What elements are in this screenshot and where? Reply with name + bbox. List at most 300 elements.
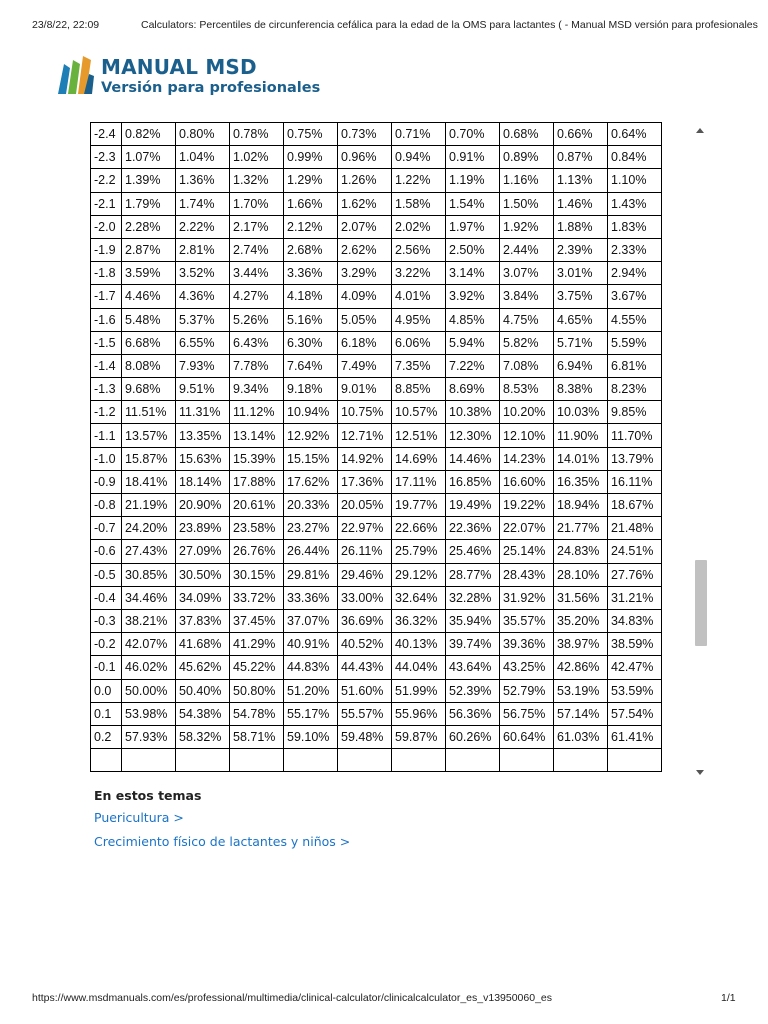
table-row [91, 633, 662, 656]
percentile-cell: 1.32% [230, 169, 284, 192]
percentile-cell [446, 749, 500, 772]
percentile-cell: 1.79% [122, 192, 176, 215]
percentile-cell: 17.88% [230, 470, 284, 493]
percentile-cell: 15.63% [176, 447, 230, 470]
percentile-cell: 23.58% [230, 517, 284, 540]
percentile-cell: 42.07% [122, 633, 176, 656]
percentile-cell: 2.02% [392, 215, 446, 238]
z-score-cell: -2.3 [91, 146, 122, 169]
percentile-cell: 25.14% [500, 540, 554, 563]
percentile-cell: 40.52% [338, 633, 392, 656]
percentile-cell: 24.83% [554, 540, 608, 563]
percentile-cell: 4.95% [392, 308, 446, 331]
percentile-cell: 58.71% [230, 725, 284, 748]
percentile-cell: 1.66% [284, 192, 338, 215]
table-row [91, 331, 662, 354]
z-score-cell: -1.1 [91, 424, 122, 447]
percentile-cell: 6.55% [176, 331, 230, 354]
percentile-cell: 4.55% [608, 308, 662, 331]
msd-logo-icon [56, 54, 96, 96]
percentile-cell: 14.92% [338, 447, 392, 470]
percentile-cell: 20.61% [230, 494, 284, 517]
percentile-cell: 33.72% [230, 586, 284, 609]
scrollbar-thumb[interactable] [695, 560, 707, 646]
percentile-cell: 15.39% [230, 447, 284, 470]
percentile-cell: 3.59% [122, 262, 176, 285]
table-row [91, 540, 662, 563]
table-row [91, 285, 662, 308]
z-score-cell: -1.3 [91, 378, 122, 401]
percentile-cell: 16.60% [500, 470, 554, 493]
z-score-cell: -1.5 [91, 331, 122, 354]
z-score-cell: -0.2 [91, 633, 122, 656]
z-score-cell: 0.0 [91, 679, 122, 702]
percentile-cell: 7.35% [392, 354, 446, 377]
percentile-cell: 16.35% [554, 470, 608, 493]
z-score-cell: -1.6 [91, 308, 122, 331]
percentile-cell: 10.57% [392, 401, 446, 424]
percentile-cell: 0.99% [284, 146, 338, 169]
z-score-cell: -2.0 [91, 215, 122, 238]
percentile-cell: 60.26% [446, 725, 500, 748]
percentile-cell: 61.03% [554, 725, 608, 748]
percentile-cell: 21.48% [608, 517, 662, 540]
percentile-cell: 14.69% [392, 447, 446, 470]
percentile-cell: 2.17% [230, 215, 284, 238]
percentile-cell: 20.05% [338, 494, 392, 517]
z-score-cell: -1.0 [91, 447, 122, 470]
percentile-cell: 54.78% [230, 702, 284, 725]
table-row [91, 262, 662, 285]
percentile-cell: 11.51% [122, 401, 176, 424]
percentile-cell: 4.09% [338, 285, 392, 308]
percentile-cell: 4.46% [122, 285, 176, 308]
percentile-cell: 0.64% [608, 123, 662, 146]
percentile-cell: 7.49% [338, 354, 392, 377]
percentile-cell: 2.44% [500, 238, 554, 261]
percentile-cell: 31.21% [608, 586, 662, 609]
percentile-cell: 26.76% [230, 540, 284, 563]
topic-link-crecimiento[interactable]: Crecimiento físico de lactantes y niños > [94, 834, 351, 849]
percentile-cell: 24.20% [122, 517, 176, 540]
percentile-cell: 1.22% [392, 169, 446, 192]
percentile-cell [122, 749, 176, 772]
z-score-cell: 0.1 [91, 702, 122, 725]
percentile-cell: 1.50% [500, 192, 554, 215]
percentile-table-body [91, 123, 662, 772]
percentile-cell: 45.22% [230, 656, 284, 679]
percentile-cell: 0.82% [122, 123, 176, 146]
percentile-cell: 14.23% [500, 447, 554, 470]
percentile-table [90, 122, 662, 772]
percentile-cell: 1.83% [608, 215, 662, 238]
percentile-cell: 8.08% [122, 354, 176, 377]
percentile-cell: 39.36% [500, 633, 554, 656]
print-date: 23/8/22, 22:09 [32, 19, 100, 31]
percentile-cell: 44.04% [392, 656, 446, 679]
percentile-cell: 18.94% [554, 494, 608, 517]
table-row [91, 470, 662, 493]
percentile-cell: 8.85% [392, 378, 446, 401]
table-row [91, 679, 662, 702]
percentile-cell [392, 749, 446, 772]
percentile-cell: 43.25% [500, 656, 554, 679]
percentile-cell: 12.71% [338, 424, 392, 447]
percentile-cell: 13.57% [122, 424, 176, 447]
percentile-cell: 34.09% [176, 586, 230, 609]
percentile-cell: 22.66% [392, 517, 446, 540]
percentile-cell: 1.19% [446, 169, 500, 192]
percentile-cell: 1.54% [446, 192, 500, 215]
percentile-cell: 3.07% [500, 262, 554, 285]
percentile-cell: 32.28% [446, 586, 500, 609]
percentile-cell: 24.51% [608, 540, 662, 563]
percentile-cell: 17.62% [284, 470, 338, 493]
percentile-cell: 52.39% [446, 679, 500, 702]
percentile-cell: 54.38% [176, 702, 230, 725]
percentile-cell: 3.92% [446, 285, 500, 308]
percentile-cell: 16.11% [608, 470, 662, 493]
percentile-cell: 12.51% [392, 424, 446, 447]
percentile-cell: 1.04% [176, 146, 230, 169]
percentile-cell: 42.86% [554, 656, 608, 679]
topic-link-puericultura[interactable]: Puericultura > [94, 810, 184, 825]
z-score-cell: -1.7 [91, 285, 122, 308]
percentile-cell: 0.87% [554, 146, 608, 169]
percentile-cell: 2.74% [230, 238, 284, 261]
table-row [91, 192, 662, 215]
percentile-cell: 19.22% [500, 494, 554, 517]
table-row [91, 586, 662, 609]
percentile-cell [608, 749, 662, 772]
percentile-cell: 18.67% [608, 494, 662, 517]
table-row [91, 749, 662, 772]
percentile-cell: 2.81% [176, 238, 230, 261]
percentile-cell: 11.12% [230, 401, 284, 424]
percentile-cell: 34.83% [608, 609, 662, 632]
percentile-cell: 25.79% [392, 540, 446, 563]
percentile-cell: 0.91% [446, 146, 500, 169]
percentile-cell: 21.77% [554, 517, 608, 540]
percentile-cell: 5.59% [608, 331, 662, 354]
percentile-cell: 1.07% [122, 146, 176, 169]
percentile-cell: 0.84% [608, 146, 662, 169]
percentile-cell: 5.82% [500, 331, 554, 354]
percentile-cell: 17.36% [338, 470, 392, 493]
brand-name: MANUAL MSD [101, 55, 257, 79]
percentile-cell: 10.03% [554, 401, 608, 424]
percentile-cell: 9.85% [608, 401, 662, 424]
percentile-cell: 59.48% [338, 725, 392, 748]
percentile-cell: 28.43% [500, 563, 554, 586]
percentile-cell: 0.66% [554, 123, 608, 146]
percentile-cell: 31.56% [554, 586, 608, 609]
percentile-cell: 30.85% [122, 563, 176, 586]
percentile-cell: 2.12% [284, 215, 338, 238]
percentile-cell: 43.64% [446, 656, 500, 679]
percentile-cell: 5.48% [122, 308, 176, 331]
percentile-cell: 0.78% [230, 123, 284, 146]
z-score-cell: -0.5 [91, 563, 122, 586]
percentile-cell: 0.75% [284, 123, 338, 146]
percentile-cell: 13.35% [176, 424, 230, 447]
percentile-cell: 3.67% [608, 285, 662, 308]
percentile-cell: 57.14% [554, 702, 608, 725]
z-score-cell: -1.2 [91, 401, 122, 424]
percentile-cell: 30.50% [176, 563, 230, 586]
percentile-cell: 7.64% [284, 354, 338, 377]
percentile-cell: 37.07% [284, 609, 338, 632]
percentile-cell: 5.26% [230, 308, 284, 331]
percentile-cell: 50.40% [176, 679, 230, 702]
percentile-cell: 50.00% [122, 679, 176, 702]
percentile-cell: 29.46% [338, 563, 392, 586]
percentile-cell: 56.36% [446, 702, 500, 725]
percentile-cell [230, 749, 284, 772]
percentile-cell: 44.83% [284, 656, 338, 679]
percentile-cell: 10.38% [446, 401, 500, 424]
percentile-cell: 45.62% [176, 656, 230, 679]
percentile-cell: 29.12% [392, 563, 446, 586]
percentile-cell: 7.78% [230, 354, 284, 377]
percentile-cell: 1.02% [230, 146, 284, 169]
percentile-cell: 5.37% [176, 308, 230, 331]
percentile-cell: 1.39% [122, 169, 176, 192]
percentile-cell: 1.74% [176, 192, 230, 215]
percentile-cell: 5.94% [446, 331, 500, 354]
percentile-cell: 37.45% [230, 609, 284, 632]
percentile-cell: 28.10% [554, 563, 608, 586]
percentile-cell: 4.18% [284, 285, 338, 308]
z-score-cell: -0.9 [91, 470, 122, 493]
percentile-cell: 0.80% [176, 123, 230, 146]
percentile-cell: 35.94% [446, 609, 500, 632]
percentile-cell: 59.87% [392, 725, 446, 748]
percentile-cell: 2.28% [122, 215, 176, 238]
percentile-cell: 33.00% [338, 586, 392, 609]
percentile-cell: 2.22% [176, 215, 230, 238]
percentile-cell: 41.68% [176, 633, 230, 656]
z-score-cell: -0.3 [91, 609, 122, 632]
table-row [91, 494, 662, 517]
percentile-cell: 1.58% [392, 192, 446, 215]
percentile-cell: 38.59% [608, 633, 662, 656]
percentile-cell: 1.88% [554, 215, 608, 238]
z-score-cell: -0.1 [91, 656, 122, 679]
brand-subtitle: Versión para profesionales [101, 80, 321, 96]
percentile-cell: 38.21% [122, 609, 176, 632]
percentile-cell: 35.20% [554, 609, 608, 632]
percentile-cell: 6.30% [284, 331, 338, 354]
print-url: https://www.msdmanuals.com/es/professional/multimedia/clinical-calculator/clinicalcalculator_es_v13950060_es [32, 992, 552, 1004]
percentile-cell: 2.87% [122, 238, 176, 261]
table-row [91, 146, 662, 169]
z-score-cell: -2.4 [91, 123, 122, 146]
percentile-cell: 36.32% [392, 609, 446, 632]
percentile-cell: 1.70% [230, 192, 284, 215]
table-row [91, 702, 662, 725]
percentile-cell: 3.14% [446, 262, 500, 285]
percentile-cell: 1.46% [554, 192, 608, 215]
percentile-cell: 27.09% [176, 540, 230, 563]
table-row [91, 123, 662, 146]
percentile-cell: 19.49% [446, 494, 500, 517]
percentile-cell: 53.98% [122, 702, 176, 725]
percentile-cell: 28.77% [446, 563, 500, 586]
percentile-cell: 19.77% [392, 494, 446, 517]
percentile-cell: 34.46% [122, 586, 176, 609]
percentile-cell: 13.14% [230, 424, 284, 447]
percentile-cell: 27.76% [608, 563, 662, 586]
percentile-cell: 18.41% [122, 470, 176, 493]
percentile-cell: 5.71% [554, 331, 608, 354]
percentile-cell: 38.97% [554, 633, 608, 656]
percentile-cell: 1.43% [608, 192, 662, 215]
percentile-cell: 50.80% [230, 679, 284, 702]
percentile-cell: 11.70% [608, 424, 662, 447]
percentile-cell: 6.43% [230, 331, 284, 354]
percentile-cell: 51.60% [338, 679, 392, 702]
percentile-cell: 3.22% [392, 262, 446, 285]
percentile-cell: 4.65% [554, 308, 608, 331]
percentile-cell [554, 749, 608, 772]
percentile-cell: 22.36% [446, 517, 500, 540]
percentile-cell: 8.69% [446, 378, 500, 401]
site-logo[interactable] [56, 54, 356, 102]
percentile-cell: 6.18% [338, 331, 392, 354]
percentile-cell: 15.87% [122, 447, 176, 470]
table-row [91, 238, 662, 261]
print-page-number: 1/1 [721, 992, 736, 1004]
percentile-cell: 1.16% [500, 169, 554, 192]
percentile-cell: 12.92% [284, 424, 338, 447]
percentile-cell: 10.94% [284, 401, 338, 424]
table-row [91, 563, 662, 586]
percentile-cell: 9.34% [230, 378, 284, 401]
percentile-cell: 4.85% [446, 308, 500, 331]
percentile-cell: 0.89% [500, 146, 554, 169]
percentile-cell: 1.92% [500, 215, 554, 238]
percentile-cell: 8.38% [554, 378, 608, 401]
percentile-cell: 26.11% [338, 540, 392, 563]
percentile-cell: 2.07% [338, 215, 392, 238]
percentile-cell: 3.84% [500, 285, 554, 308]
percentile-cell: 3.01% [554, 262, 608, 285]
percentile-cell: 6.94% [554, 354, 608, 377]
percentile-cell [338, 749, 392, 772]
table-row [91, 725, 662, 748]
percentile-cell: 7.08% [500, 354, 554, 377]
percentile-cell: 2.56% [392, 238, 446, 261]
percentile-cell: 0.70% [446, 123, 500, 146]
table-row [91, 169, 662, 192]
table-row [91, 378, 662, 401]
percentile-cell [284, 749, 338, 772]
percentile-cell: 41.29% [230, 633, 284, 656]
percentile-cell: 40.91% [284, 633, 338, 656]
percentile-cell: 12.10% [500, 424, 554, 447]
percentile-cell: 10.20% [500, 401, 554, 424]
z-score-cell: -0.8 [91, 494, 122, 517]
percentile-cell: 0.73% [338, 123, 392, 146]
scroll-up-arrow-icon[interactable] [696, 128, 704, 133]
percentile-cell: 3.44% [230, 262, 284, 285]
percentile-cell: 9.51% [176, 378, 230, 401]
percentile-cell: 0.71% [392, 123, 446, 146]
percentile-cell: 58.32% [176, 725, 230, 748]
z-score-cell: -1.8 [91, 262, 122, 285]
percentile-cell: 6.06% [392, 331, 446, 354]
percentile-cell: 22.07% [500, 517, 554, 540]
percentile-cell: 23.89% [176, 517, 230, 540]
percentile-cell: 0.68% [500, 123, 554, 146]
z-score-cell [91, 749, 122, 772]
table-row [91, 215, 662, 238]
percentile-cell: 0.94% [392, 146, 446, 169]
percentile-cell: 15.15% [284, 447, 338, 470]
percentile-cell: 55.57% [338, 702, 392, 725]
percentile-cell: 1.10% [608, 169, 662, 192]
percentile-cell: 14.01% [554, 447, 608, 470]
percentile-cell: 2.33% [608, 238, 662, 261]
percentile-cell: 30.15% [230, 563, 284, 586]
percentile-cell: 1.29% [284, 169, 338, 192]
related-topics [94, 788, 350, 858]
percentile-cell: 53.19% [554, 679, 608, 702]
percentile-cell: 2.68% [284, 238, 338, 261]
percentile-cell: 33.36% [284, 586, 338, 609]
percentile-cell: 16.85% [446, 470, 500, 493]
percentile-cell: 27.43% [122, 540, 176, 563]
percentile-cell: 0.96% [338, 146, 392, 169]
percentile-cell: 7.93% [176, 354, 230, 377]
percentile-cell: 11.90% [554, 424, 608, 447]
percentile-cell: 31.92% [500, 586, 554, 609]
scroll-down-arrow-icon[interactable] [696, 770, 704, 775]
percentile-cell: 7.22% [446, 354, 500, 377]
table-row [91, 354, 662, 377]
percentile-cell: 5.05% [338, 308, 392, 331]
percentile-cell: 8.53% [500, 378, 554, 401]
percentile-cell: 20.90% [176, 494, 230, 517]
percentile-cell: 2.39% [554, 238, 608, 261]
percentile-cell: 55.17% [284, 702, 338, 725]
percentile-cell: 51.99% [392, 679, 446, 702]
percentile-cell: 32.64% [392, 586, 446, 609]
table-row [91, 308, 662, 331]
percentile-cell: 22.97% [338, 517, 392, 540]
percentile-cell: 61.41% [608, 725, 662, 748]
percentile-cell: 46.02% [122, 656, 176, 679]
z-score-cell: -1.9 [91, 238, 122, 261]
percentile-cell: 51.20% [284, 679, 338, 702]
percentile-cell: 1.26% [338, 169, 392, 192]
percentile-cell: 20.33% [284, 494, 338, 517]
percentile-cell: 57.93% [122, 725, 176, 748]
percentile-cell: 53.59% [608, 679, 662, 702]
table-scrollbar[interactable] [694, 122, 708, 782]
percentile-cell: 52.79% [500, 679, 554, 702]
z-score-cell: -0.6 [91, 540, 122, 563]
percentile-cell: 6.68% [122, 331, 176, 354]
percentile-cell: 23.27% [284, 517, 338, 540]
percentile-cell: 35.57% [500, 609, 554, 632]
percentile-cell: 17.11% [392, 470, 446, 493]
percentile-cell: 25.46% [446, 540, 500, 563]
percentile-cell [176, 749, 230, 772]
table-row [91, 656, 662, 679]
percentile-cell: 4.36% [176, 285, 230, 308]
